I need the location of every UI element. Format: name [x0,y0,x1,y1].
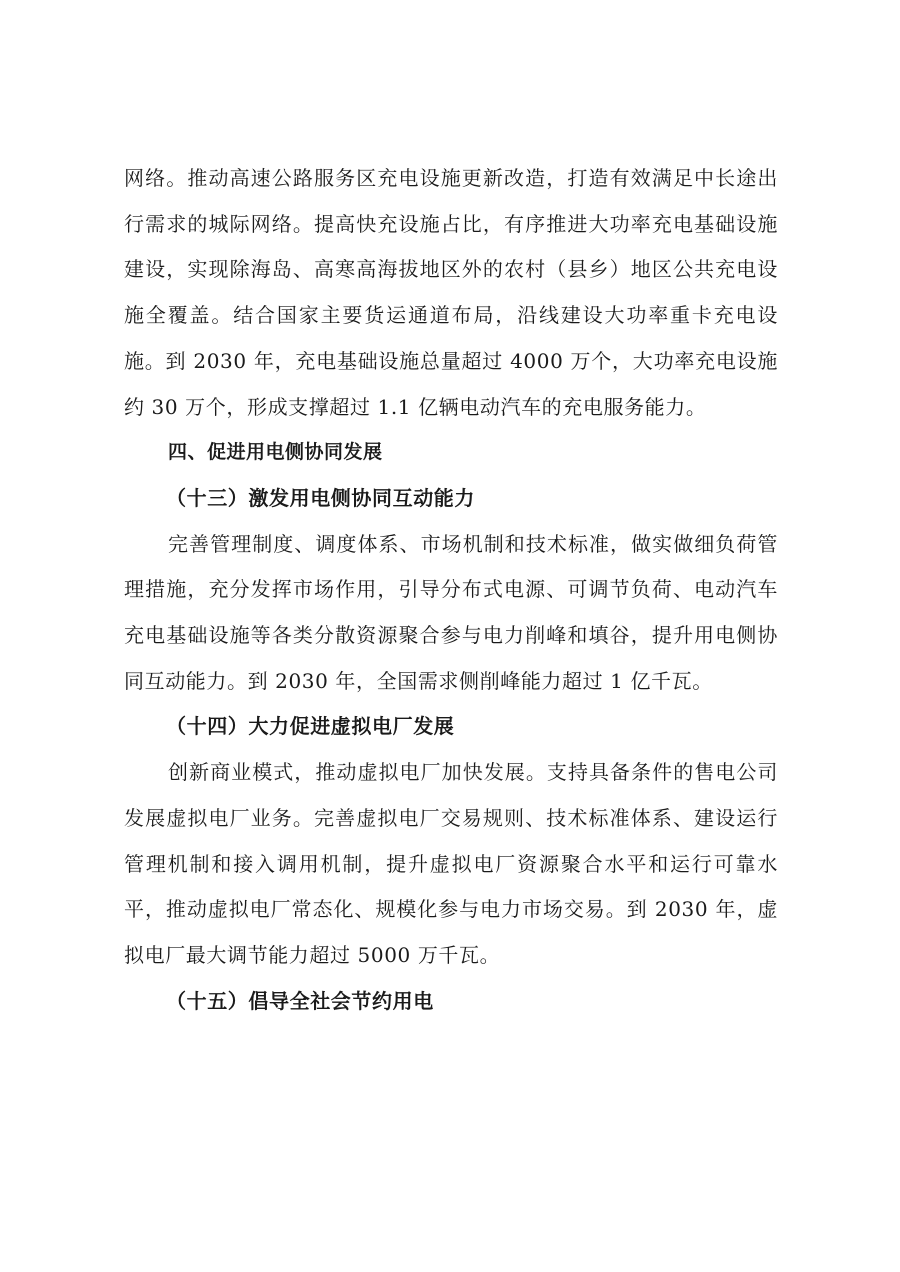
subsection-14-heading: （十四）大力促进虚拟电厂发展 [166,714,455,739]
intro-paragraph: 网络。推动高速公路服务区充电设施更新改造，打造有效满足中长途出行需求的城际网络。提高快充设施占比，有序推进大功率充电基础设施建设，实现除海岛、高寒高海拔地区外的农村（县乡）地区公共充电设施全覆盖。结合国家主要货运通道布局，沿线建设大功率重卡充电设施。到 2030 年，充电基础设施总量超过 4000 万个，大功率充电设施约 30 万个，形成支撑超过 1.1 亿辆电动汽车的充电服务能力。 [124,166,778,419]
subsection-13-body: 完善管理制度、调度体系、市场机制和技术标准，做实做细负荷管理措施，充分发挥市场作用，引导分布式电源、可调节负荷、电动汽车充电基础设施等各类分散资源聚合参与电力削峰和填谷，提升用电侧协同互动能力。到 2030 年，全国需求侧削峰能力超过 1 亿千瓦。 [124,531,778,693]
subsection-14-body: 创新商业模式，推动虚拟电厂加快发展。支持具备条件的售电公司发展虚拟电厂业务。完善虚拟电厂交易规则、技术标准体系、建设运行管理机制和接入调用机制，提升虚拟电厂资源聚合水平和运行可靠水平，推动虚拟电厂常态化、规模化参与电力市场交易。到 2030 年，虚拟电厂最大调节能力超过 5000 万千瓦。 [124,760,778,967]
document-page [124,156,778,1024]
subsection-15-heading: （十五）倡导全社会节约用电 [166,988,434,1013]
subsection-13-heading: （十三）激发用电侧协同互动能力 [166,485,475,510]
section-four-heading: 四、促进用电侧协同发展 [168,441,383,464]
